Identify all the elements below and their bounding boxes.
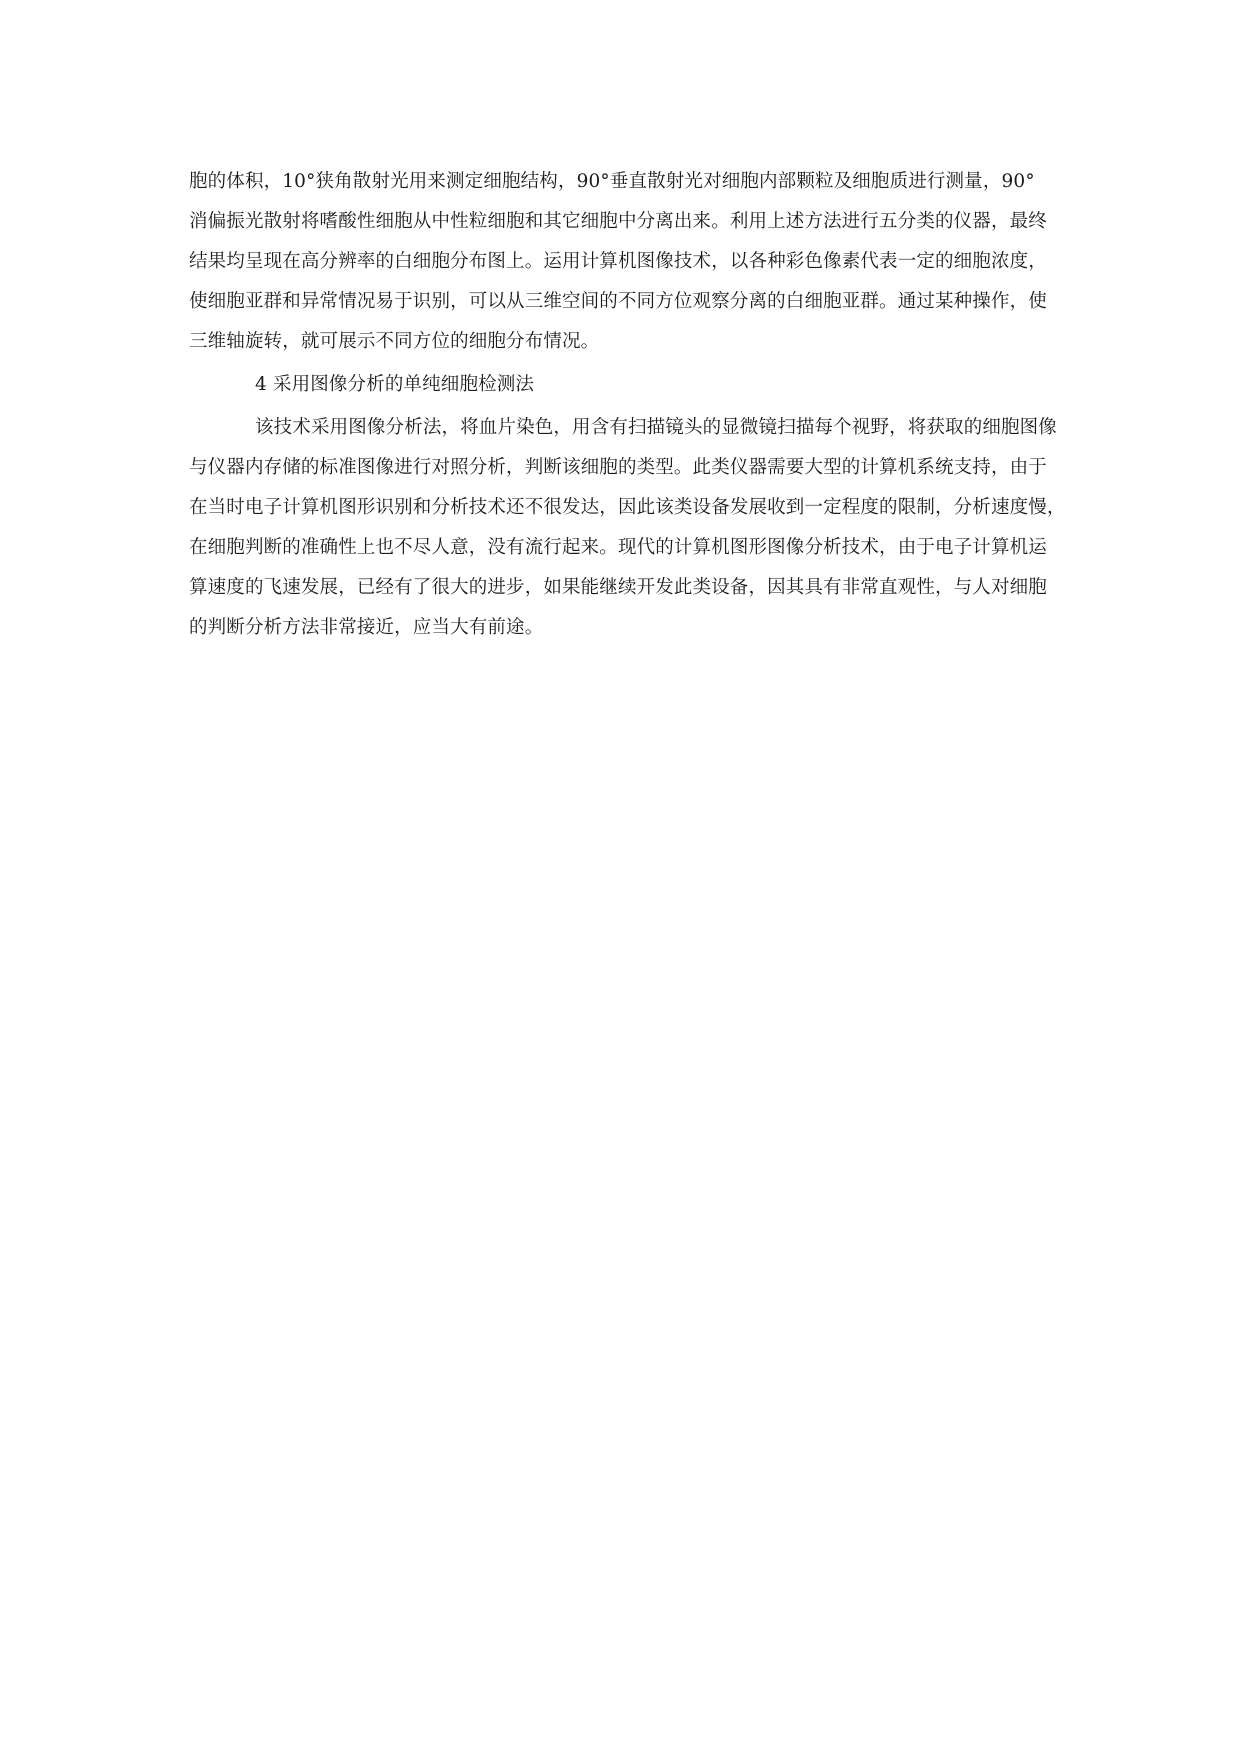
paragraph-2-line-6: 的判断分析方法非常接近，应当大有前途。 [189,617,544,638]
paragraph-2-line-4: 在细胞判断的准确性上也不尽人意，没有流行起来。现代的计算机图形图像分析技术，由于电子计算机运 [189,537,1047,558]
paragraph-2-line-1: 该技术采用图像分析法，将血片染色，用含有扫描镜头的显微镜扫描每个视野，将获取的细胞图像 [255,417,1057,438]
paragraph-1-line-3: 结果均呈现在高分辨率的白细胞分布图上。运用计算机图像技术，以各种彩色像素代表一定的细胞浓度， [189,251,1047,272]
paragraph-1-line-4: 使细胞亚群和异常情况易于识别，可以从三维空间的不同方位观察分离的白细胞亚群。通过某种操作，使 [189,291,1047,312]
paragraph-2-line-2: 与仪器内存储的标准图像进行对照分析，判断该细胞的类型。此类仪器需要大型的计算机系统支持，由于 [189,457,1047,478]
paragraph-1-line-2: 消偏振光散射将嗜酸性细胞从中性粒细胞和其它细胞中分离出来。利用上述方法进行五分类的仪器，最终 [189,211,1047,232]
paragraph-2-line-5: 算速度的飞速发展，已经有了很大的进步，如果能继续开发此类设备，因其具有非常直观性，与人对细胞 [189,577,1047,598]
section-heading: 4 采用图像分析的单纯细胞检测法 [255,374,535,395]
paragraph-1-line-5: 三维轴旋转，就可展示不同方位的细胞分布情况。 [189,331,600,352]
paragraph-1-line-1: 胞的体积，10°狭角散射光用来测定细胞结构，90°垂直散射光对细胞内部颗粒及细胞质进行测量，90° [189,171,1035,192]
paragraph-2-line-3: 在当时电子计算机图形识别和分析技术还不很发达，因此该类设备发展收到一定程度的限制，分析速度慢， [189,497,1066,518]
